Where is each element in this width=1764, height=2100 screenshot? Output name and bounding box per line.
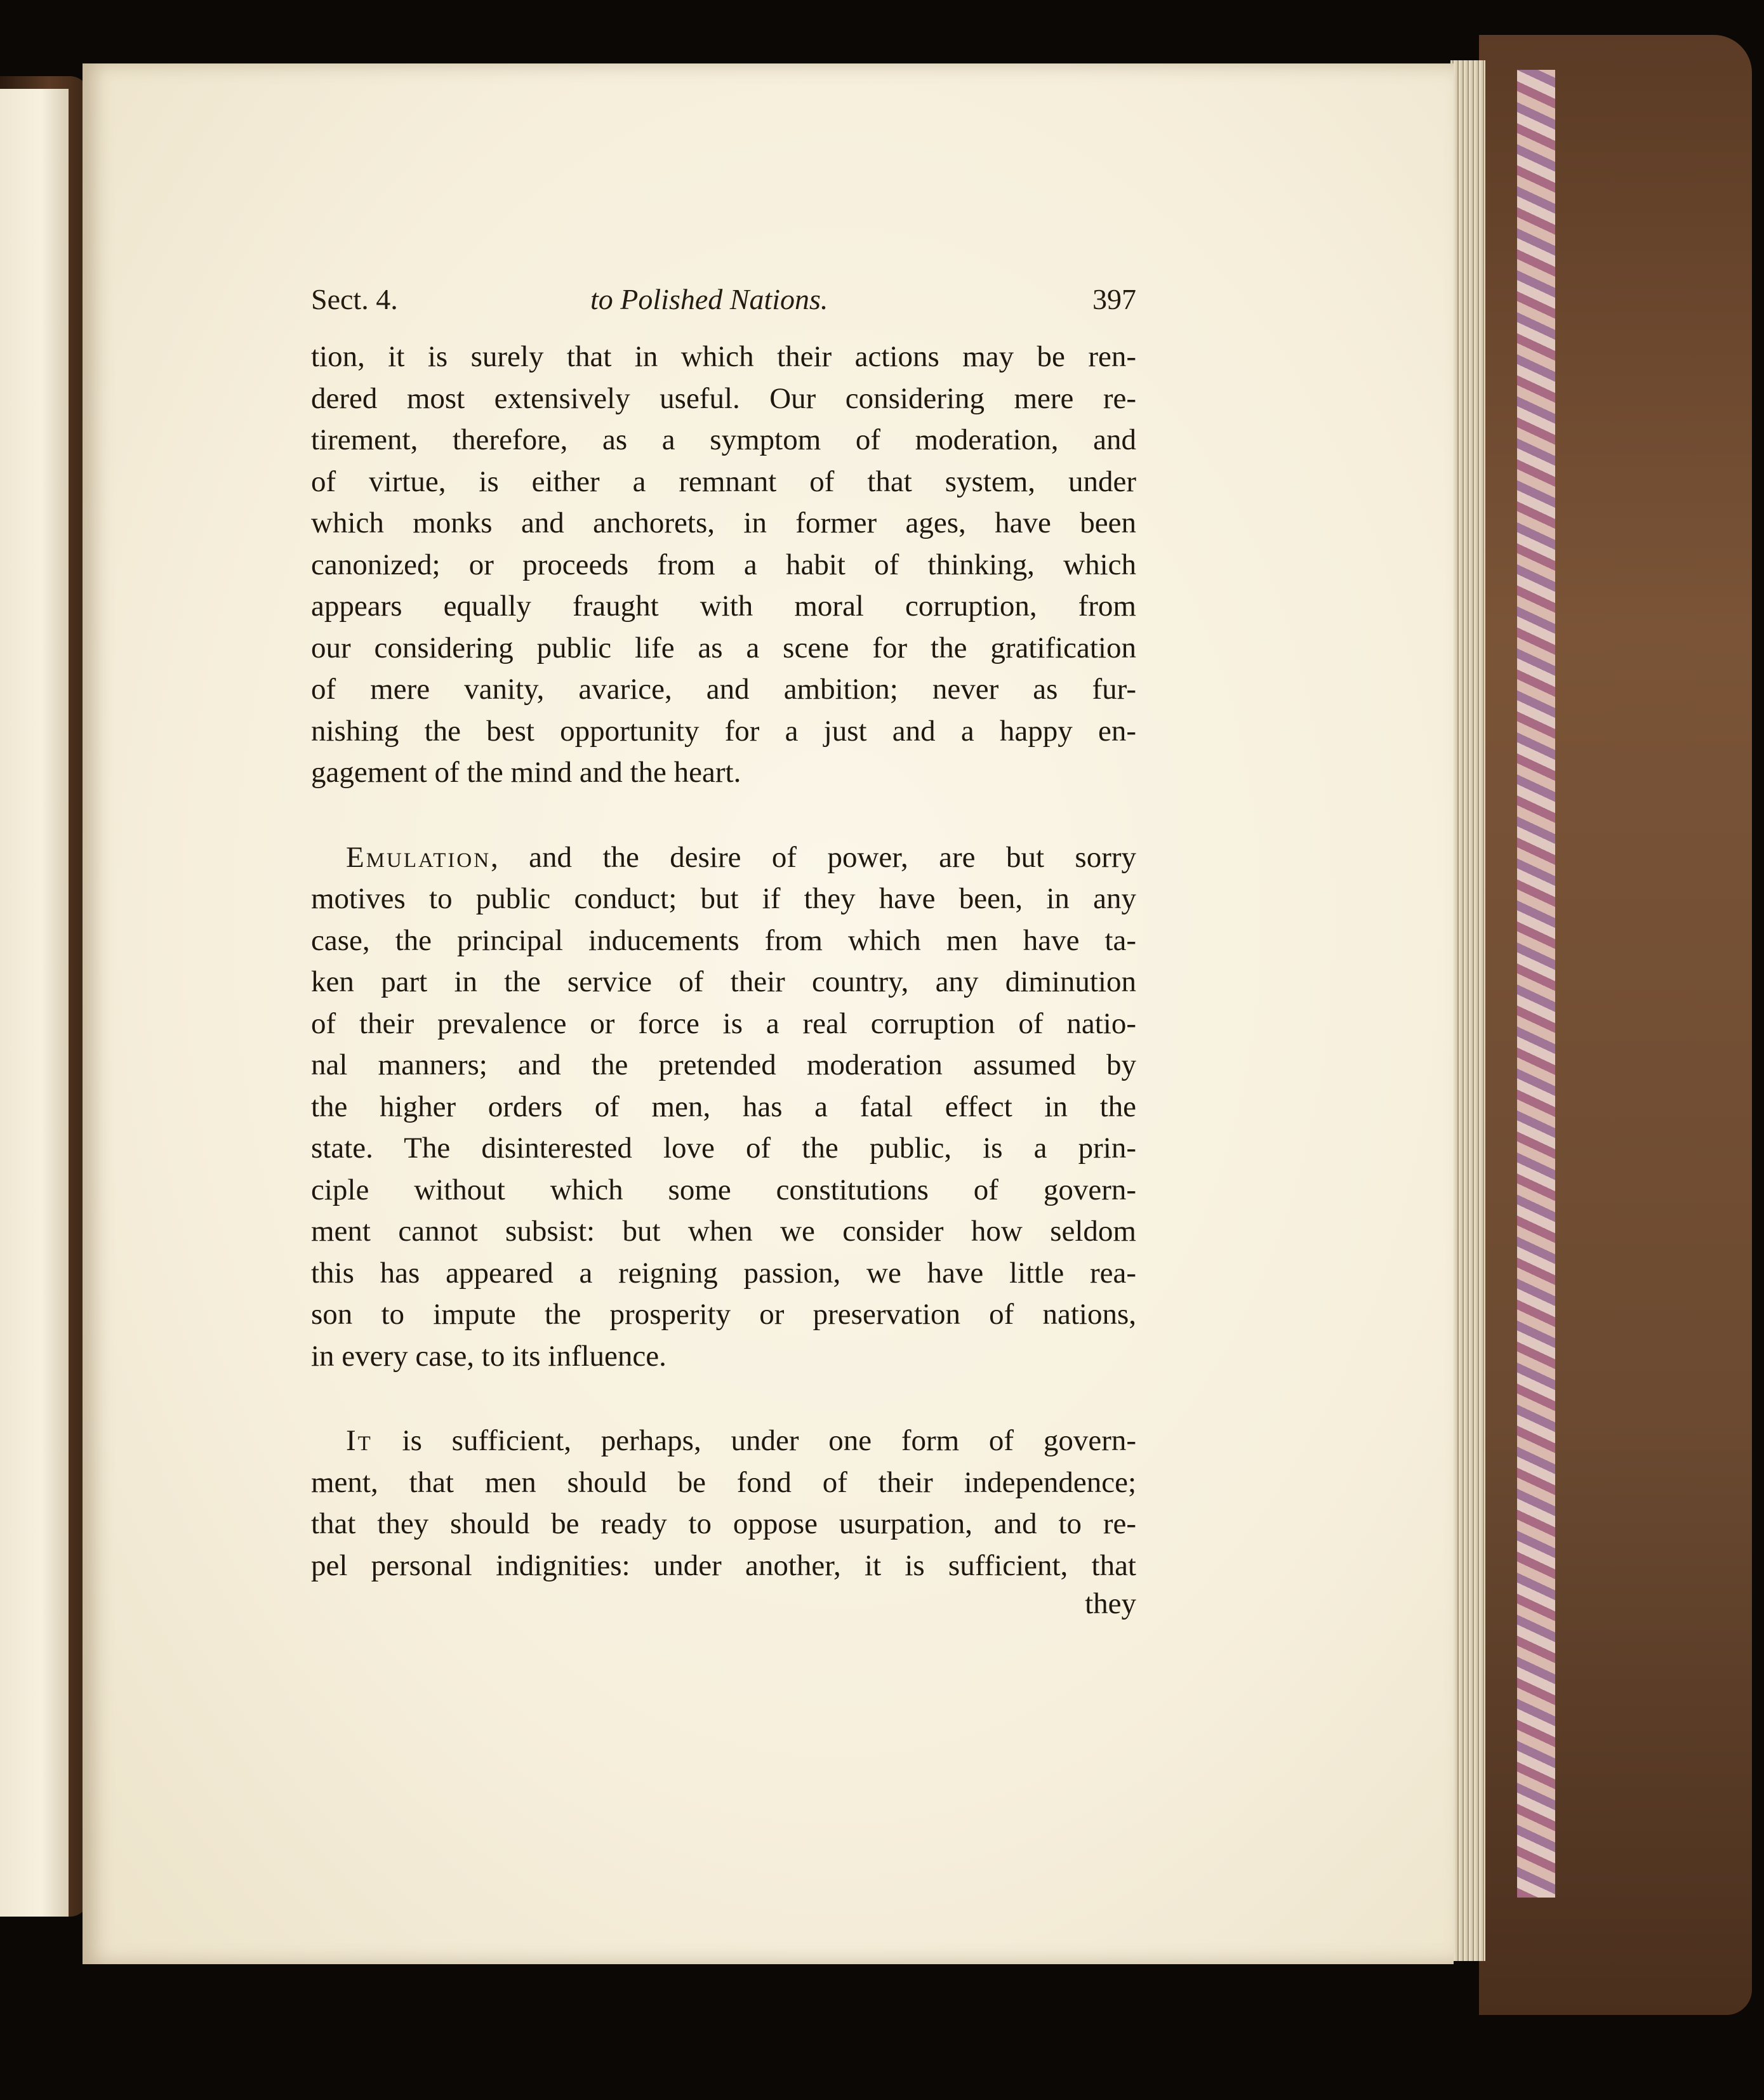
lead-word: Emulation [346, 840, 491, 874]
text-line: the higher orders of men, has a fatal effect in the [311, 1090, 1136, 1123]
text-line: dered most extensively useful. Our considering mere re- [311, 381, 1136, 415]
text-line: motives to public conduct; but if they have been, in any [311, 882, 1136, 915]
lead-word: It [346, 1424, 373, 1457]
text-line: case, the principal inducements from which men have ta- [311, 923, 1136, 957]
text-line: our considering public life as a scene for the gratification [311, 631, 1136, 664]
paragraph-1 [311, 336, 1136, 794]
text-line: gagement of the mind and the heart. [311, 756, 741, 789]
paragraph-3 [311, 1420, 1136, 1587]
text-line: pel personal indignities: under another, it is sufficient, that [311, 1549, 1136, 1582]
text-line: ment cannot subsist: but when we consider how seldom [311, 1215, 1136, 1248]
text-line [311, 837, 1136, 879]
running-title: to Polished Nations. [590, 283, 828, 315]
text-line: ment, that men should be fond of their independence; [311, 1465, 1136, 1499]
text-line: which monks and anchorets, in former ages, have been [311, 506, 1136, 539]
text-line: of their prevalence or force is a real corruption of natio- [311, 1007, 1136, 1040]
page-edges [1450, 60, 1485, 1961]
text-line: ken part in the service of their country, any diminution [311, 965, 1136, 998]
text-line: tirement, therefore, as a symptom of moderation, and [311, 423, 1136, 456]
text-line: appears equally fraught with moral corruption, from [311, 590, 1136, 623]
text-line: tion, it is surely that in which their actions may be ren- [311, 340, 1136, 373]
text-line: in every case, to its influence. [311, 1339, 666, 1373]
previous-page-edge [0, 89, 69, 1917]
text-line: son to impute the prosperity or preservation of nations, [311, 1298, 1136, 1331]
catchword: they [1085, 1587, 1136, 1620]
section-label: Sect. 4. [311, 283, 398, 315]
line-rest: is sufficient, perhaps, under one form of govern- [372, 1424, 1136, 1457]
body-text [311, 336, 1136, 1587]
text-line [311, 1420, 1136, 1462]
text-line: canonized; or proceeds from a habit of thinking, which [311, 548, 1136, 581]
marbled-endpaper [1517, 70, 1555, 1898]
text-line: nal manners; and the pretended moderation assumed by [311, 1048, 1136, 1081]
line-rest: , and the desire of power, are but sorry [491, 840, 1136, 874]
running-header [311, 282, 1136, 327]
text-line: this has appeared a reigning passion, we have little rea- [311, 1256, 1136, 1290]
text-line: nishing the best opportunity for a just and a happy en- [311, 714, 1136, 748]
text-line: of virtue, is either a remnant of that system, under [311, 465, 1136, 498]
page-number: 397 [1092, 283, 1136, 315]
text-line: of mere vanity, avarice, and ambition; never as fur- [311, 673, 1136, 706]
text-line: state. The disinterested love of the public, is a prin- [311, 1132, 1136, 1165]
text-line: ciple without which some constitutions of govern- [311, 1173, 1136, 1206]
paragraph-2 [311, 837, 1136, 1378]
text-line: that they should be ready to oppose usurpation, and to re- [311, 1507, 1136, 1540]
